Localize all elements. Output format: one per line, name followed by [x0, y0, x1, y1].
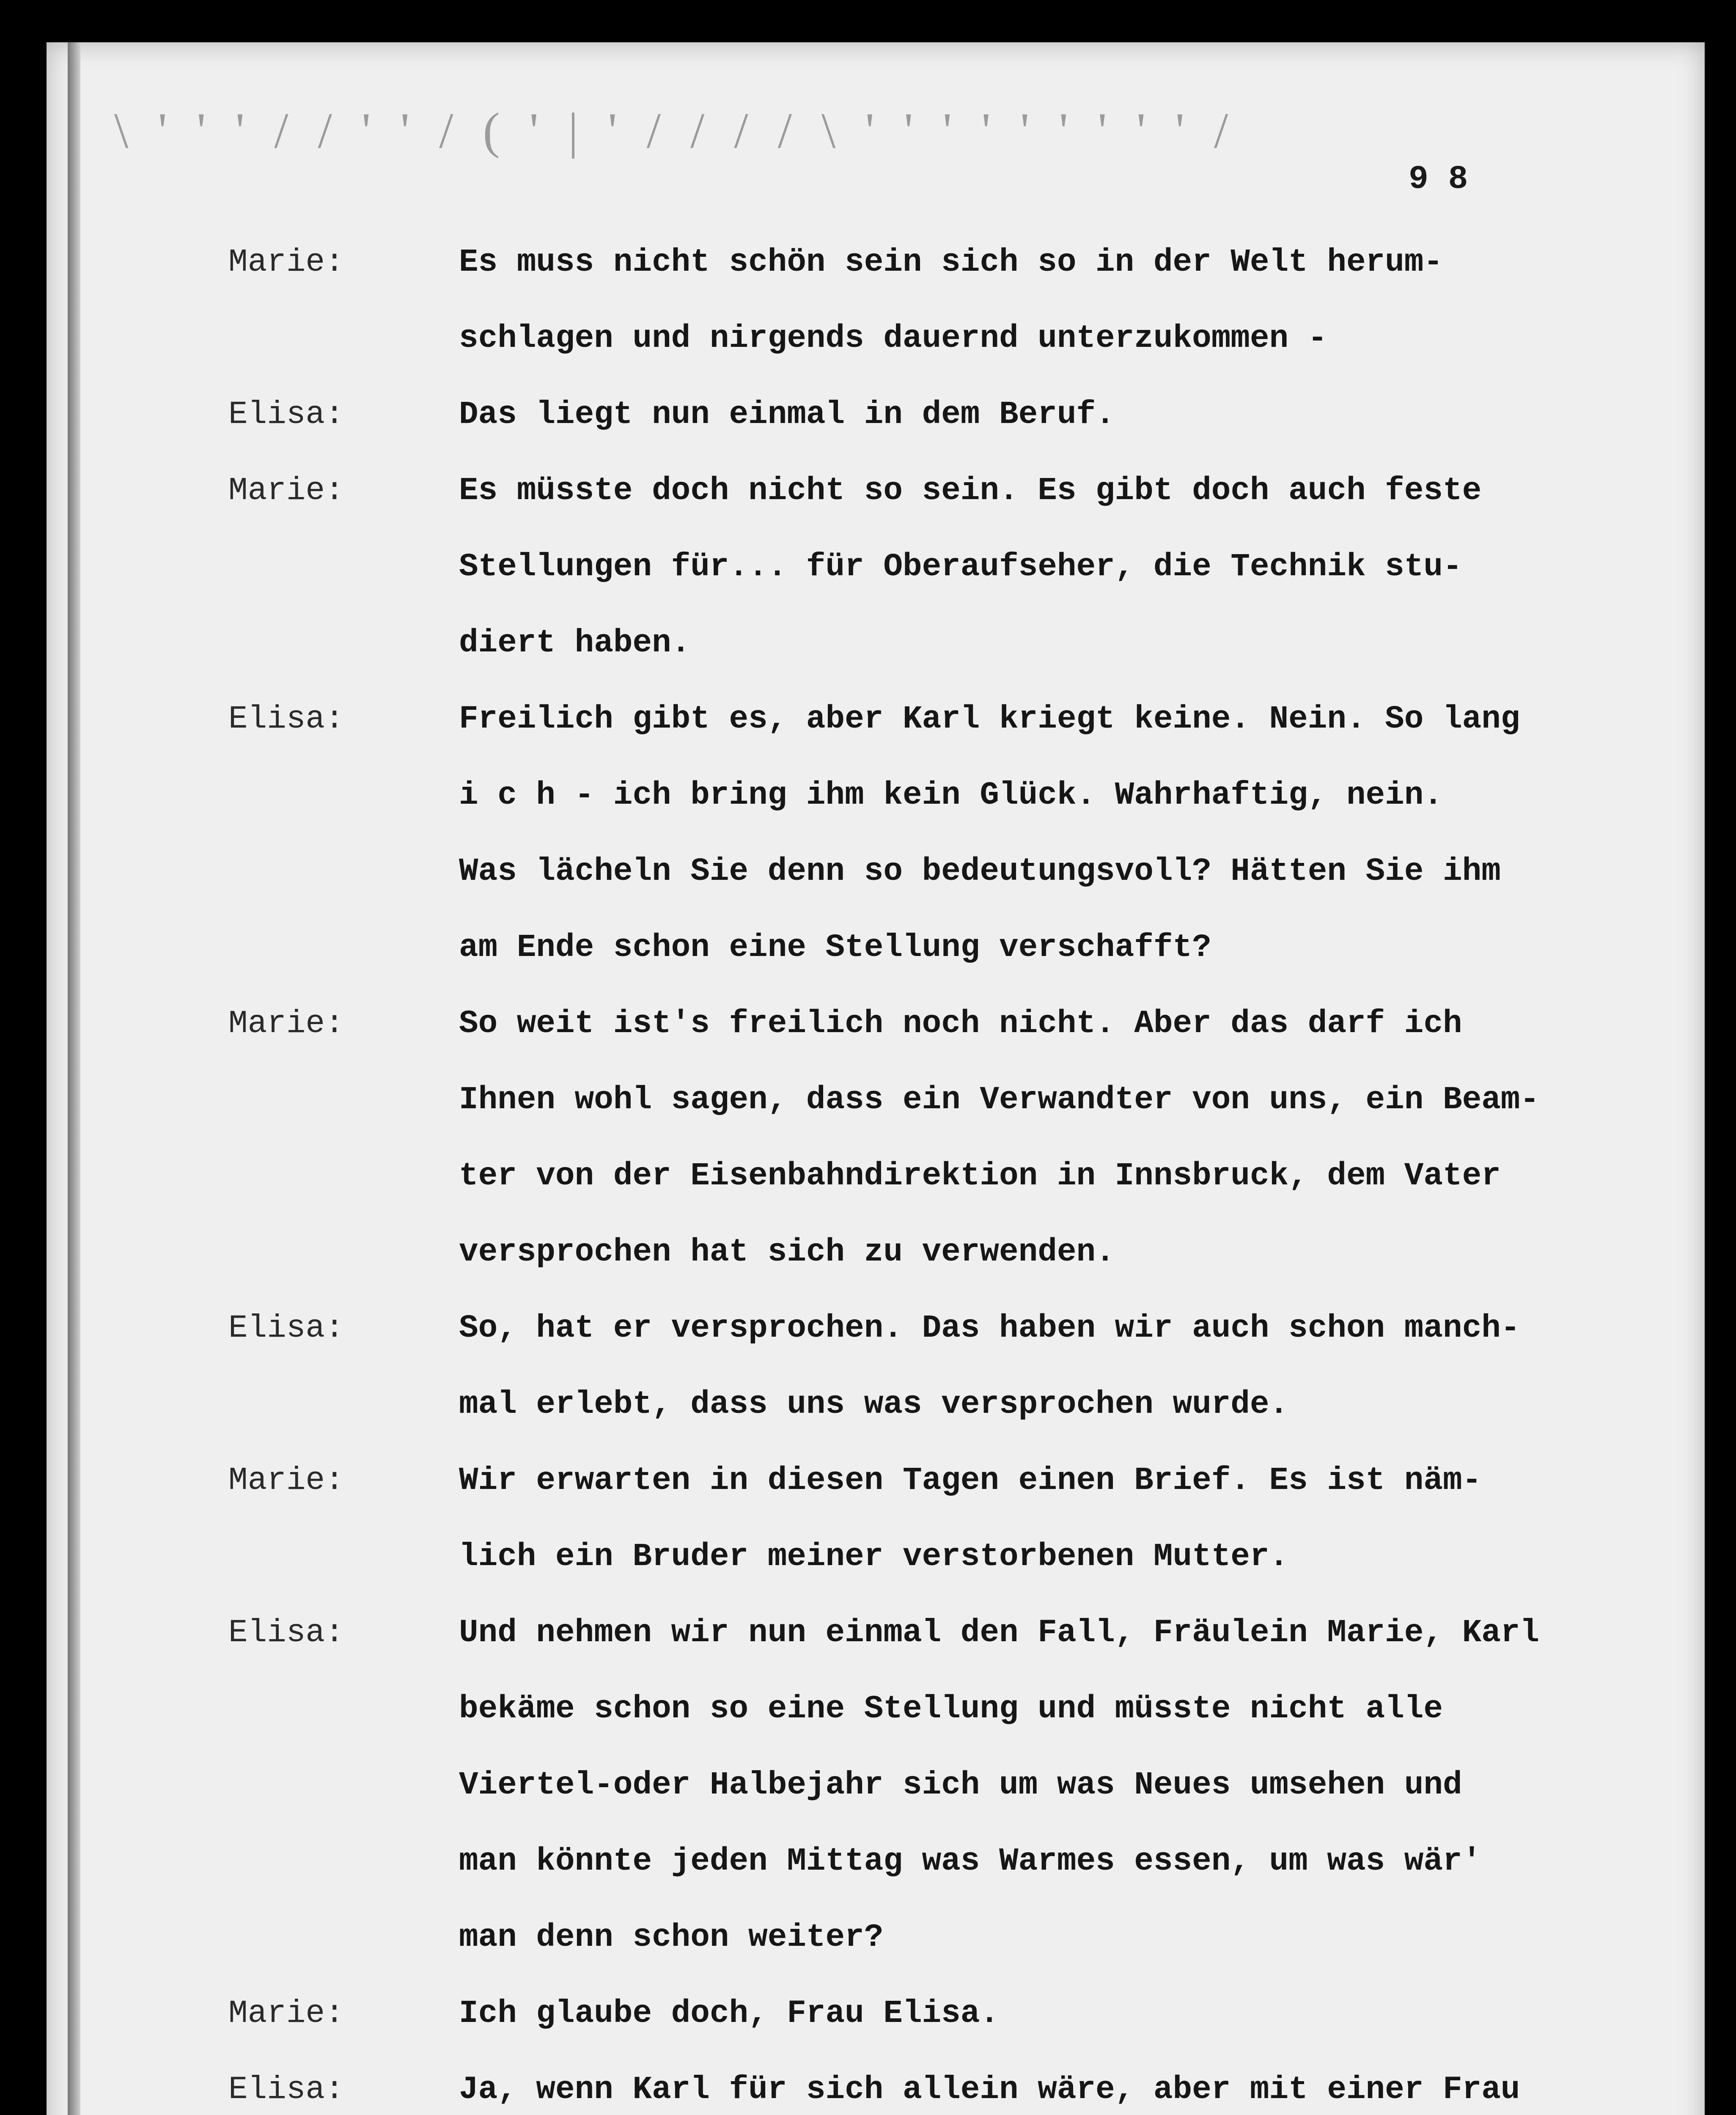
speaker-name: Marie:: [228, 472, 344, 509]
speech-line: am Ende schon eine Stellung verschafft?: [459, 929, 1211, 966]
speech-text: [459, 1975, 1559, 2052]
speech-line: diert haben.: [459, 625, 691, 661]
speaker-name: Elisa:: [228, 396, 344, 433]
speech-line: ter von der Eisenbahndirektion in Innsbruck, dem Vater: [459, 1158, 1501, 1194]
speaker-name: Elisa:: [228, 701, 344, 737]
dialogue-entry: [228, 2052, 1569, 2115]
speaker-name: Elisa:: [228, 1310, 344, 1346]
speech-line: lich ein Bruder meiner verstorbenen Mutter.: [459, 1538, 1289, 1575]
speech-line: bekäme schon so eine Stellung und müsste nicht alle: [459, 1691, 1443, 1727]
speech-line: Viertel-oder Halbejahr sich um was Neues umsehen und: [459, 1767, 1462, 1803]
dialogue-entry: [228, 1290, 1569, 1442]
speech-text: [459, 453, 1559, 681]
dialogue-entry: [228, 1975, 1569, 2052]
speech-text: [459, 1290, 1559, 1442]
speech-line: So, hat er versprochen. Das haben wir auch schon manch-: [459, 1310, 1520, 1346]
speech-line: Und nehmen wir nun einmal den Fall, Fräulein Marie, Karl: [459, 1615, 1540, 1651]
speech-line: Was lächeln Sie denn so bedeutungsvoll? Hätten Sie ihm: [459, 853, 1501, 890]
speech-line: mal erlebt, dass uns was versprochen wurde.: [459, 1386, 1289, 1423]
page-number: 9 8: [1409, 161, 1468, 198]
dialogue-entry: [228, 224, 1569, 376]
speech-line: So weit ist's freilich noch nicht. Aber das darf ich: [459, 1005, 1462, 1042]
speech-line: Freilich gibt es, aber Karl kriegt keine. Nein. So lang: [459, 701, 1520, 737]
dialogue-entry: [228, 986, 1569, 1290]
speech-text: [459, 986, 1559, 1290]
speech-line: Es müsste doch nicht so sein. Es gibt doch auch feste: [459, 472, 1482, 509]
dialogue-entry: [228, 1595, 1569, 1975]
speech-line: Stellungen für... für Oberaufseher, die Technik stu-: [459, 549, 1462, 585]
speaker-name: Marie:: [228, 1995, 344, 2032]
speaker-name: Marie:: [228, 244, 344, 280]
dialogue-entry: [228, 453, 1569, 681]
dialogue-transcript: [228, 224, 1569, 2115]
speech-text: [459, 1595, 1559, 1975]
speech-line: Wir erwarten in diesen Tagen einen Brief. Es ist näm-: [459, 1462, 1482, 1499]
speech-line: versprochen hat sich zu verwenden.: [459, 1234, 1115, 1270]
speech-line: Das liegt nun einmal in dem Beruf.: [459, 396, 1115, 433]
dialogue-entry: [228, 681, 1569, 986]
bleed-through-marks: \ ' ' ' / / ' ' / ( ' | ' / / / / \ ' ' ' ' ' ' ' ' ' /: [114, 102, 1237, 159]
speech-line: schlagen und nirgends dauernd unterzukommen -: [459, 320, 1327, 357]
speaker-name: Elisa:: [228, 2071, 344, 2108]
speech-text: [459, 376, 1559, 453]
speech-line: Ich glaube doch, Frau Elisa.: [459, 1995, 1000, 2032]
speech-line: Es muss nicht schön sein sich so in der Welt herum-: [459, 244, 1443, 280]
page-binding-edge: [68, 42, 80, 2115]
speech-text: [459, 681, 1559, 986]
speech-line: man könnte jeden Mittag was Warmes essen, um was wär': [459, 1843, 1482, 1879]
speech-line: i c h - ich bring ihm kein Glück. Wahrhaftig, nein.: [459, 777, 1443, 813]
speech-text: [459, 2052, 1559, 2115]
speech-text: [459, 1442, 1559, 1595]
dialogue-entry: [228, 376, 1569, 453]
speaker-name: Marie:: [228, 1462, 344, 1499]
speech-text: [459, 224, 1559, 376]
speaker-name: Marie:: [228, 1005, 344, 1042]
dialogue-entry: [228, 1442, 1569, 1595]
speech-line: Ihnen wohl sagen, dass ein Verwandter von uns, ein Beam-: [459, 1082, 1540, 1118]
speaker-name: Elisa:: [228, 1615, 344, 1651]
speech-line: Ja, wenn Karl für sich allein wäre, aber mit einer Frau: [459, 2071, 1520, 2108]
speech-line: man denn schon weiter?: [459, 1919, 884, 1956]
